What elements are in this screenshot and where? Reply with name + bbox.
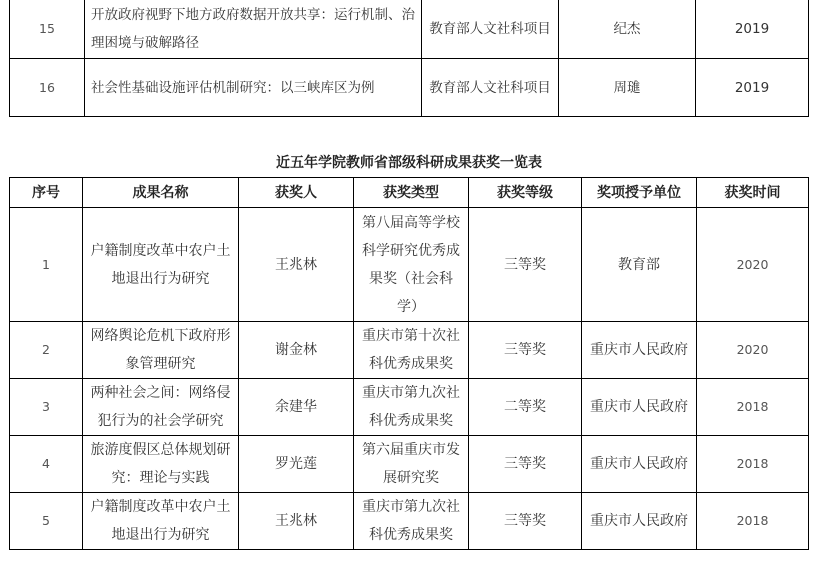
table-row — [10, 379, 809, 436]
project-title: 社会性基础设施评估机制研究：以三峡库区为例 — [85, 59, 422, 117]
table-header-row — [10, 178, 809, 208]
award-type: 第八届高等学校科学研究优秀成果奖（社会科学） — [354, 208, 469, 322]
award-type: 重庆市第九次社科优秀成果奖 — [354, 493, 469, 550]
project-title: 开放政府视野下地方政府数据开放共享：运行机制、治理困境与破解路径 — [85, 0, 422, 59]
award-winner: 谢金林 — [239, 322, 354, 379]
project-year: 2019 — [696, 59, 809, 117]
award-unit: 重庆市人民政府 — [582, 493, 697, 550]
project-type: 教育部人文社科项目 — [422, 59, 559, 117]
award-level: 三等奖 — [469, 493, 582, 550]
table-row — [10, 208, 809, 322]
award-level: 三等奖 — [469, 322, 582, 379]
project-type: 教育部人文社科项目 — [422, 0, 559, 59]
awards-table-title: 近五年学院教师省部级科研成果获奖一览表 — [276, 155, 542, 171]
award-year: 2018 — [697, 436, 809, 493]
achievement-name: 户籍制度改革中农户土地退出行为研究 — [83, 208, 239, 322]
project-leader: 纪杰 — [559, 0, 696, 59]
project-year: 2019 — [696, 0, 809, 59]
row-number: 4 — [10, 436, 83, 493]
award-winner: 余建华 — [239, 379, 354, 436]
projects-table-continued — [9, 0, 809, 117]
table-row — [10, 59, 809, 117]
row-number: 1 — [10, 208, 83, 322]
row-number: 3 — [10, 379, 83, 436]
row-number: 15 — [10, 0, 85, 59]
header-no: 序号 — [10, 178, 83, 208]
award-type: 第六届重庆市发展研究奖 — [354, 436, 469, 493]
award-level: 三等奖 — [469, 208, 582, 322]
header-type: 获奖类型 — [354, 178, 469, 208]
award-level: 二等奖 — [469, 379, 582, 436]
award-winner: 王兆林 — [239, 493, 354, 550]
award-type: 重庆市第九次社科优秀成果奖 — [354, 379, 469, 436]
award-unit: 重庆市人民政府 — [582, 379, 697, 436]
table-row — [10, 322, 809, 379]
award-year: 2018 — [697, 379, 809, 436]
award-winner: 罗光莲 — [239, 436, 354, 493]
awards-table — [9, 177, 809, 550]
award-winner: 王兆林 — [239, 208, 354, 322]
header-name: 成果名称 — [83, 178, 239, 208]
table-row — [10, 436, 809, 493]
row-number: 5 — [10, 493, 83, 550]
award-level: 三等奖 — [469, 436, 582, 493]
achievement-name: 两种社会之间：网络侵犯行为的社会学研究 — [83, 379, 239, 436]
award-year: 2020 — [697, 322, 809, 379]
achievement-name: 旅游度假区总体规划研究：理论与实践 — [83, 436, 239, 493]
table-row — [10, 493, 809, 550]
award-year: 2020 — [697, 208, 809, 322]
header-unit: 奖项授予单位 — [582, 178, 697, 208]
row-number: 16 — [10, 59, 85, 117]
award-unit: 教育部 — [582, 208, 697, 322]
row-number: 2 — [10, 322, 83, 379]
award-unit: 重庆市人民政府 — [582, 436, 697, 493]
project-leader: 周璡 — [559, 59, 696, 117]
award-year: 2018 — [697, 493, 809, 550]
table-row — [10, 0, 809, 59]
header-winner: 获奖人 — [239, 178, 354, 208]
header-year: 获奖时间 — [697, 178, 809, 208]
award-type: 重庆市第十次社科优秀成果奖 — [354, 322, 469, 379]
achievement-name: 网络舆论危机下政府形象管理研究 — [83, 322, 239, 379]
achievement-name: 户籍制度改革中农户土地退出行为研究 — [83, 493, 239, 550]
header-level: 获奖等级 — [469, 178, 582, 208]
award-unit: 重庆市人民政府 — [582, 322, 697, 379]
